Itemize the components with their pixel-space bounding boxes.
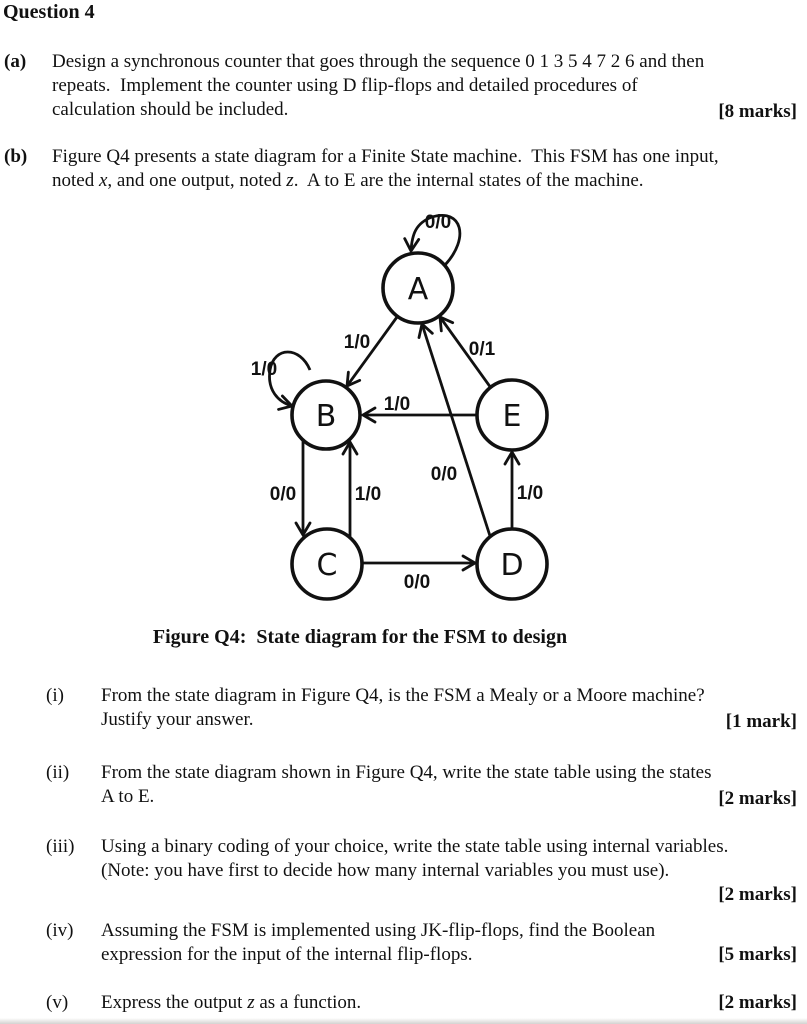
state-a-label: A xyxy=(407,272,429,307)
label-d-to-a: 0/0 xyxy=(430,464,458,485)
text-fragment: Express the output xyxy=(101,992,248,1013)
subitem-i-label: (i) xyxy=(46,685,64,706)
text-line: Figure Q4 presents a state diagram for a Finite State machine. This FSM has one input, xyxy=(52,146,719,167)
figure-caption: Figure Q4: State diagram for the FSM to design xyxy=(152,626,568,648)
state-e-label: E xyxy=(502,399,522,434)
text-line: repeats. Implement the counter using D flip-flops and detailed procedures of xyxy=(52,75,638,96)
label-a-to-b: 1/0 xyxy=(343,332,371,353)
subitem-iii-marks: [2 marks] xyxy=(718,884,797,905)
text-line xyxy=(101,991,361,1015)
text-fragment: , and one output, noted xyxy=(107,170,287,191)
label-a-self: 0/0 xyxy=(424,212,452,233)
part-b-label: (b) xyxy=(4,146,28,167)
text-line: expression for the input of the internal flip-flops. xyxy=(101,944,473,965)
text-fragment: noted xyxy=(52,170,99,191)
subitem-v-text xyxy=(101,991,361,1015)
label-d-to-e: 1/0 xyxy=(516,483,544,504)
text-line: (Note: you have first to decide how many internal variables you must use). xyxy=(101,860,670,881)
subitem-ii-text xyxy=(101,761,712,809)
text-fragment: as a function. xyxy=(254,992,362,1013)
text-line: Design a synchronous counter that goes through the sequence 0 1 3 5 4 7 2 6 and then xyxy=(52,51,705,72)
subitem-i-text xyxy=(101,684,705,732)
label-c-to-d: 0/0 xyxy=(403,572,431,593)
text-line: From the state diagram shown in Figure Q4, write the state table using the states xyxy=(101,762,712,783)
subitem-ii-marks: [2 marks] xyxy=(718,788,797,809)
state-d-label: D xyxy=(500,548,524,583)
subitem-iii-label: (iii) xyxy=(46,836,75,857)
text-line: Using a binary coding of your choice, write the state table using internal variables. xyxy=(101,836,729,857)
variable-z: z xyxy=(247,992,255,1013)
text-line xyxy=(52,169,719,193)
label-c-to-b: 1/0 xyxy=(354,484,382,505)
part-a-label: (a) xyxy=(4,51,27,72)
text-line: A to E. xyxy=(101,786,155,807)
part-a-text xyxy=(52,50,704,122)
subitem-i-marks: [1 mark] xyxy=(725,711,797,732)
subitem-iv-text xyxy=(101,919,655,967)
fsm-state-diagram xyxy=(230,200,580,620)
subitem-iv-label: (iv) xyxy=(46,920,74,941)
label-b-self: 1/0 xyxy=(250,359,278,380)
part-a-marks: [8 marks] xyxy=(718,101,797,122)
label-e-to-b: 1/0 xyxy=(383,394,411,415)
subitem-iii-text xyxy=(101,835,728,883)
text-line: Assuming the FSM is implemented using JK-flip-flops, find the Boolean xyxy=(101,920,656,941)
text-fragment: . A to E are the internal states of the machine. xyxy=(293,170,644,191)
part-b-text xyxy=(52,145,719,193)
scan-artifact-bottom-edge xyxy=(0,1018,807,1024)
subitem-ii-label: (ii) xyxy=(46,762,70,783)
variable-x: x xyxy=(98,170,108,191)
subitem-v-label: (v) xyxy=(46,992,69,1013)
question-title: Question 4 xyxy=(3,1,95,23)
subitem-iv-marks: [5 marks] xyxy=(718,944,797,965)
state-c-label: C xyxy=(316,548,338,583)
text-line: calculation should be included. xyxy=(52,99,289,120)
state-b-label: B xyxy=(315,399,337,434)
label-b-to-c: 0/0 xyxy=(269,484,297,505)
variable-z: z xyxy=(286,170,294,191)
text-line: Justify your answer. xyxy=(101,709,254,730)
subitem-v-marks: [2 marks] xyxy=(718,992,797,1013)
text-line: From the state diagram in Figure Q4, is the FSM a Mealy or a Moore machine? xyxy=(101,685,705,706)
label-e-to-a: 0/1 xyxy=(468,339,496,360)
